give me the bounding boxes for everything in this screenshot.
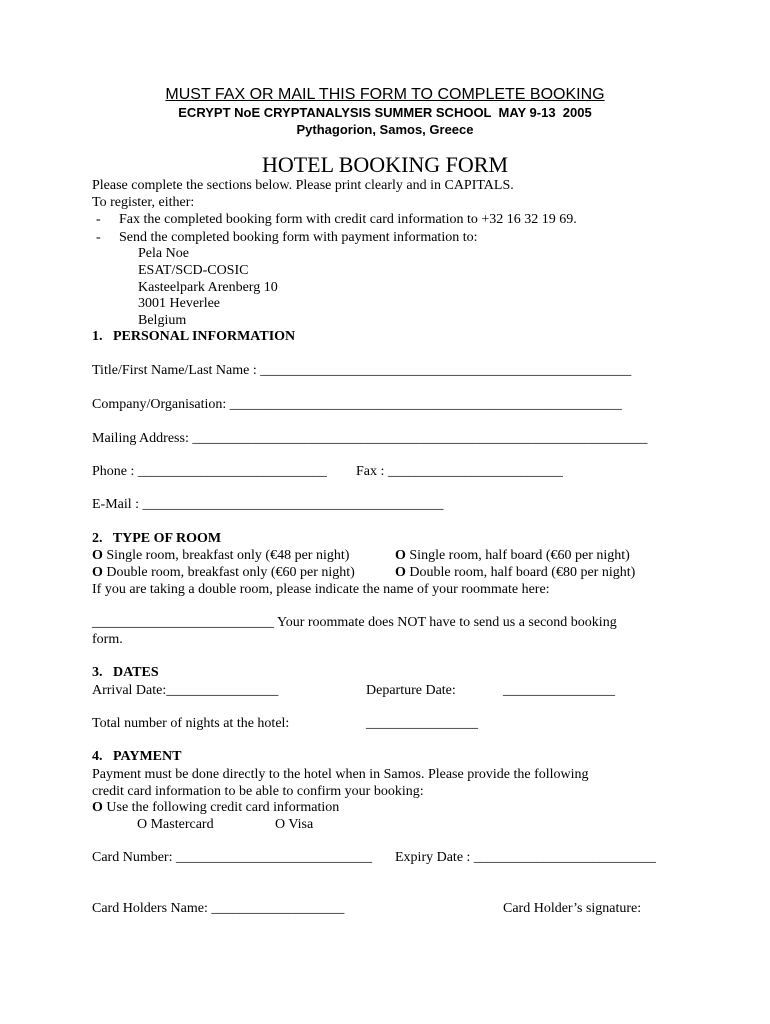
section-2-heading: 2. TYPE OF ROOM xyxy=(92,531,222,546)
use-card-option[interactable] xyxy=(92,800,339,816)
fax-field[interactable]: Fax : _________________________ xyxy=(356,464,563,479)
form-title: HOTEL BOOKING FORM xyxy=(261,152,509,177)
room-option-double-breakfast[interactable] xyxy=(92,565,355,581)
phone-field[interactable]: Phone : ___________________________ xyxy=(92,464,327,479)
mastercard-option[interactable]: O Mastercard xyxy=(137,817,214,832)
bullet-fax: Fax the completed booking form with credit card information to +32 16 32 19 69. xyxy=(119,212,577,227)
room-option-single-breakfast[interactable] xyxy=(92,548,349,564)
option-circle-marker: O xyxy=(92,548,103,563)
option-circle-marker: O xyxy=(395,565,406,580)
expiry-date-field[interactable]: Expiry Date : __________________________ xyxy=(395,850,656,865)
email-field[interactable]: E-Mail : ___________________________________________ xyxy=(92,497,444,512)
location-heading: Pythagorion, Samos, Greece xyxy=(296,122,474,137)
bullet-dash-1: - xyxy=(96,212,101,227)
bullet-dash-2: - xyxy=(96,230,101,245)
roommate-field[interactable]: __________________________ Your roommate does NOT have to send us a second booking xyxy=(92,615,617,630)
section-4-heading: 4. PAYMENT xyxy=(92,749,182,764)
nights-field[interactable]: ________________ xyxy=(366,716,478,731)
intro-line-1: Please complete the sections below. Please print clearly and in CAPITALS. xyxy=(92,178,514,193)
card-holder-name-field[interactable]: Card Holders Name: ___________________ xyxy=(92,901,345,916)
company-field[interactable]: Company/Organisation: ________________________________________________________ xyxy=(92,397,622,412)
departure-date-field[interactable]: ________________ xyxy=(503,683,615,698)
section-1-heading: 1. PERSONAL INFORMATION xyxy=(92,329,296,344)
option-circle-marker: O xyxy=(92,565,103,580)
card-number-field[interactable]: Card Number: ____________________________ xyxy=(92,850,372,865)
address-line: Pela Noe xyxy=(138,246,189,261)
arrival-date-field[interactable]: Arrival Date:________________ xyxy=(92,683,279,698)
option-circle-marker: O xyxy=(92,800,103,815)
visa-option[interactable]: O Visa xyxy=(275,817,314,832)
intro-line-2: To register, either: xyxy=(92,195,195,210)
option-label: Use the following credit card information xyxy=(102,800,340,815)
address-line: Belgium xyxy=(138,313,187,328)
payment-text-2: credit card information to be able to confirm your booking: xyxy=(92,784,424,799)
section-3-heading: 3. DATES xyxy=(92,665,159,680)
card-holder-signature-label: Card Holder’s signature: xyxy=(503,901,642,916)
roommate-note: If you are taking a double room, please indicate the name of your roommate here: xyxy=(92,582,550,597)
summer-school-heading: ECRYPT NoE CRYPTANALYSIS SUMMER SCHOOL MAY 9-13 2005 xyxy=(178,105,592,120)
mailing-address-field[interactable]: Mailing Address: _________________________________________________________________ xyxy=(92,431,648,446)
option-circle-marker: O xyxy=(395,548,406,563)
address-line: Kasteelpark Arenberg 10 xyxy=(138,280,278,295)
roommate-field-continued: form. xyxy=(92,632,123,647)
room-option-double-halfboard[interactable] xyxy=(395,565,635,581)
must-fax-heading: MUST FAX OR MAIL THIS FORM TO COMPLETE BOOKING xyxy=(165,86,605,103)
option-label: Single room, breakfast only (€48 per night) xyxy=(102,548,350,563)
room-option-single-halfboard[interactable] xyxy=(395,548,630,564)
address-line: 3001 Heverlee xyxy=(138,296,221,311)
name-field[interactable]: Title/First Name/Last Name : _____________________________________________________ xyxy=(92,363,632,378)
option-label: Single room, half board (€60 per night) xyxy=(405,548,630,563)
address-line: ESAT/SCD-COSIC xyxy=(138,263,249,278)
bullet-mail: Send the completed booking form with payment information to: xyxy=(119,230,478,245)
option-label: Double room, breakfast only (€60 per night) xyxy=(102,565,355,580)
departure-date-label: Departure Date: xyxy=(366,683,456,698)
nights-label: Total number of nights at the hotel: xyxy=(92,716,290,731)
option-label: Double room, half board (€80 per night) xyxy=(405,565,636,580)
payment-text-1: Payment must be done directly to the hotel when in Samos. Please provide the following xyxy=(92,767,589,782)
